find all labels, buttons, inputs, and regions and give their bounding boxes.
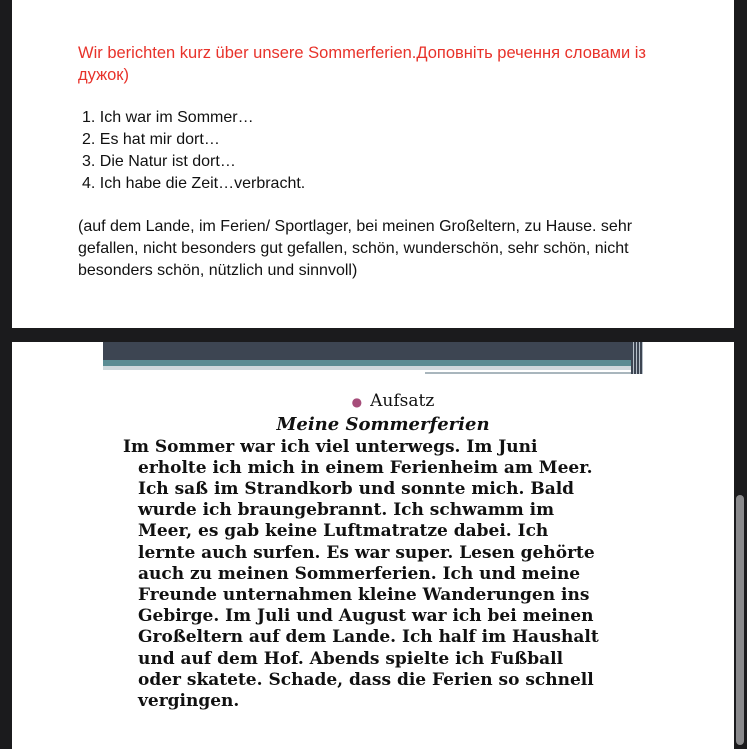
essay-line: oder skatete. Schade, dass die Ferien so schnell bbox=[138, 669, 594, 690]
essay-label-line bbox=[52, 390, 734, 413]
slide-header-band bbox=[103, 342, 643, 360]
list-item: 3. Die Natur ist dort… bbox=[82, 153, 236, 170]
list-item: 2. Es hat mir dort… bbox=[82, 131, 220, 148]
slide-stripe-decoration bbox=[631, 342, 643, 374]
essay-line: lernte auch surfen. Es war super. Lesen gehörte bbox=[138, 542, 595, 563]
essay-line: auch zu meinen Sommerferien. Ich und meine bbox=[138, 563, 581, 584]
essay-title: Meine Sommerferien bbox=[276, 413, 490, 435]
slide-light-band bbox=[103, 366, 643, 370]
essay-line: Ich saß im Strandkorb und sonnte mich. Bald bbox=[138, 478, 575, 499]
essay-line: Großeltern auf dem Lande. Ich half im Haushalt bbox=[138, 627, 599, 648]
essay-line: wurde ich braungebrannt. Ich schwamm im bbox=[138, 500, 555, 521]
essay-line: Im Sommer war ich viel unterwegs. Im Juni bbox=[123, 436, 538, 457]
essay-line: und auf dem Hof. Abends spielte ich Fußball bbox=[138, 648, 564, 669]
list-item: 4. Ich habe die Zeit…verbracht. bbox=[82, 175, 306, 192]
essay-line: Gebirge. Im Juli und August war ich bei meinen bbox=[138, 606, 594, 627]
bottom-slide bbox=[12, 342, 734, 749]
slide-thin-band bbox=[425, 372, 643, 374]
essay-line: erholte ich mich in einem Ferienheim am Meer. bbox=[138, 457, 593, 478]
essay-line: Meer, es gab keine Luftmatratze dabei. Ich bbox=[138, 521, 549, 542]
top-slide bbox=[12, 0, 734, 328]
essay bbox=[12, 390, 734, 712]
essay-line: Freunde unternahmen kleine Wanderungen ins bbox=[138, 584, 590, 605]
bullet-icon: ● bbox=[351, 394, 363, 409]
word-hint: (auf dem Lande, im Ferien/ Sportlager, bei meinen Großeltern, zu Hause. sehr gefallen, nicht besonders gut gefallen, schön, wunderschön, sehr schön, nicht besonders schön, nützlich und sinnvoll) bbox=[78, 218, 633, 279]
task-instruction: Wir berichten kurz über unsere Sommerferien.Доповніть речення словами із дужок) bbox=[78, 44, 647, 84]
essay-line: vergingen. bbox=[138, 690, 240, 711]
list-item: 1. Ich war im Sommer… bbox=[82, 109, 254, 126]
essay-body bbox=[12, 437, 734, 713]
essay-label: Aufsatz bbox=[370, 391, 435, 411]
sentence-list bbox=[82, 107, 305, 195]
scrollbar-thumb[interactable] bbox=[736, 495, 744, 745]
